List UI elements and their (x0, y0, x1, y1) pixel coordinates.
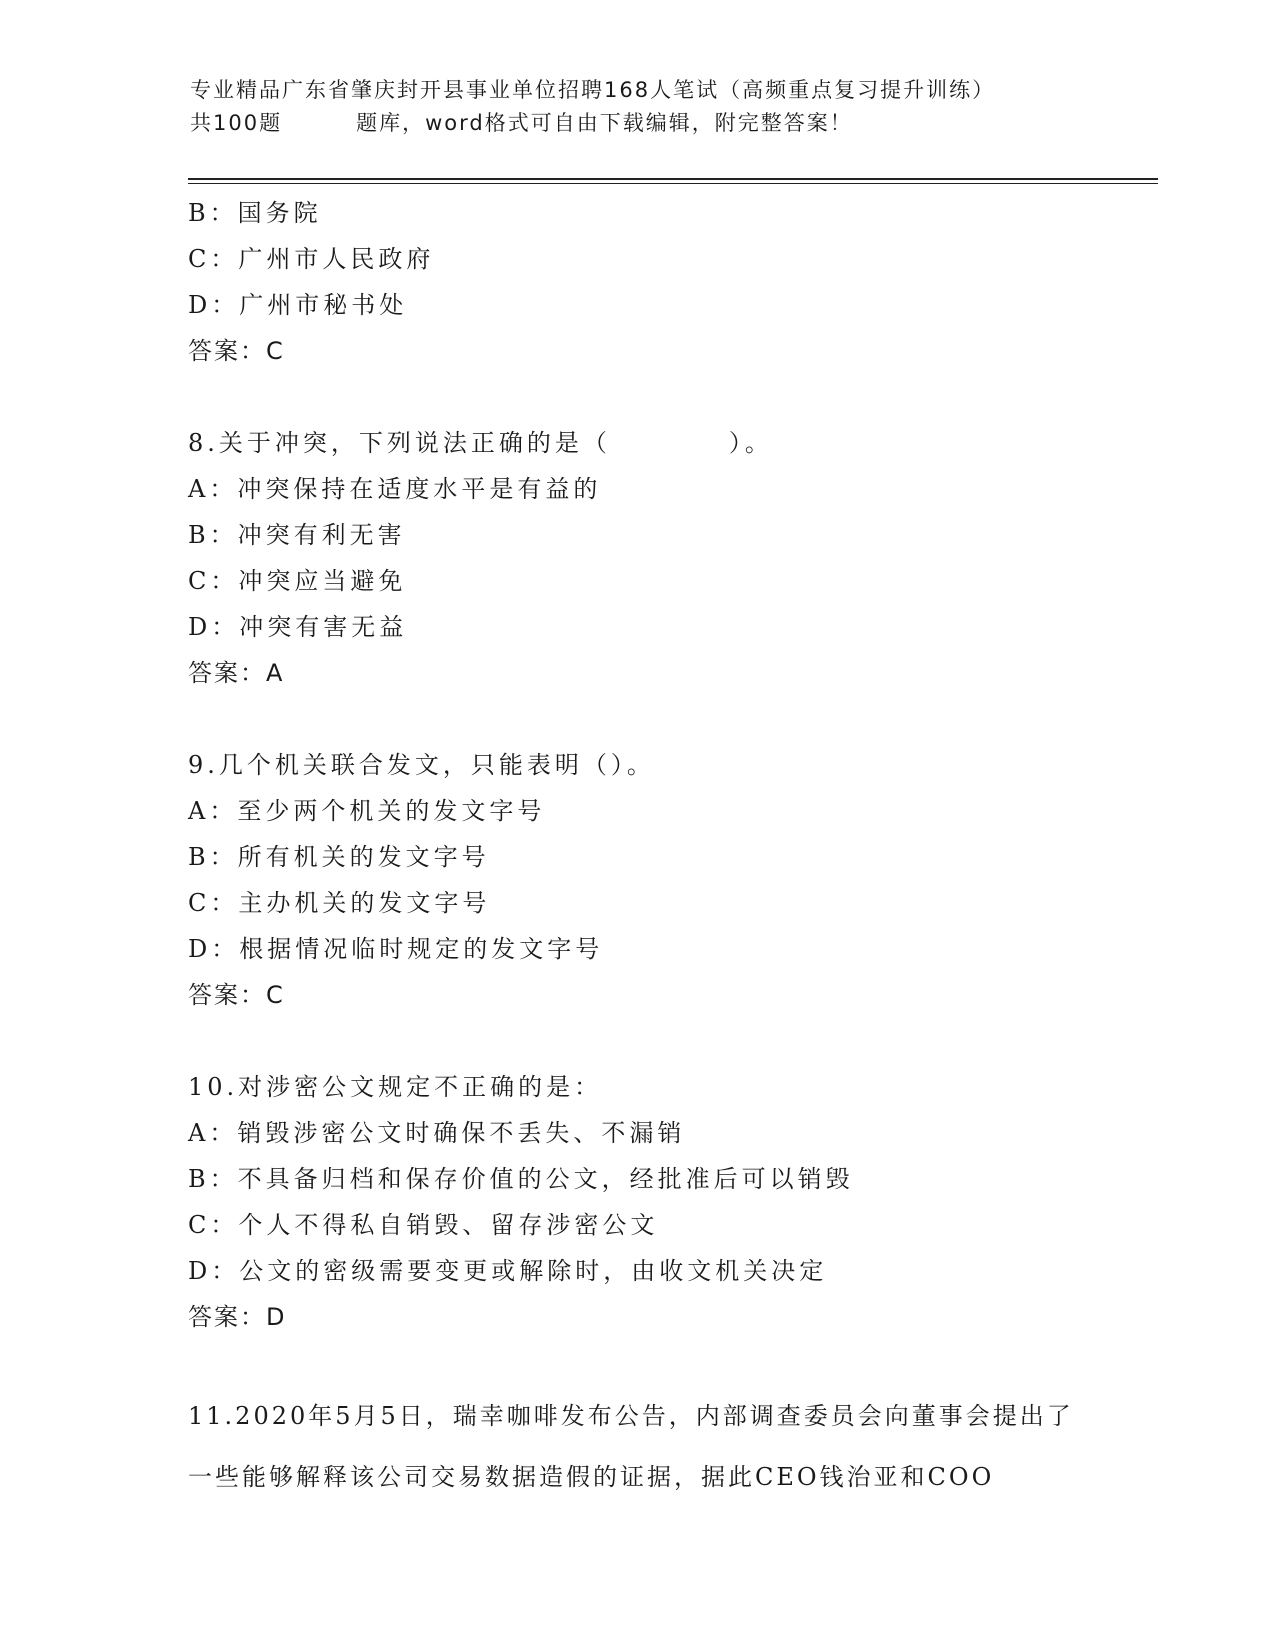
document-header (190, 74, 1090, 140)
answer: 答案：C (188, 337, 285, 365)
answer: 答案：A (188, 659, 285, 687)
option-d: D：广州市秘书处 (188, 291, 408, 319)
option-a: A：至少两个机关的发文字号 (188, 797, 546, 825)
option-d: D：根据情况临时规定的发文字号 (188, 935, 604, 963)
question-list (188, 190, 1158, 1508)
option-d: D：公文的密级需要变更或解除时，由收文机关决定 (188, 1257, 828, 1285)
option-c: C：广州市人民政府 (188, 245, 435, 273)
header-description: 题库，word格式可自由下载编辑，附完整答案！ (356, 111, 853, 135)
stem-start: 8.关于冲突，下列说法正确的是（ (188, 429, 611, 457)
stem-end: ）。 (728, 429, 773, 457)
question-stem: 11.2020年5月5日，瑞幸咖啡发布公告，内部调查委员会向董事会提出了一些能够解释该公司交易数据造假的证据，据此CEO钱治亚和COO (188, 1402, 1074, 1491)
option-a: A：销毁涉密公文时确保不丢失、不漏销 (188, 1119, 686, 1147)
option-d: D：冲突有害无益 (188, 613, 408, 641)
header-count: 共100题 (190, 111, 283, 135)
option-c: C：主办机关的发文字号 (188, 889, 491, 917)
option-c: C：冲突应当避免 (188, 567, 407, 595)
answer: 答案：D (188, 1303, 287, 1331)
header-subtitle-line (190, 107, 1090, 140)
answer: 答案：C (188, 981, 285, 1009)
question-8 (188, 420, 1158, 696)
header-title-line: 专业精品广东省肇庆封开县事业单位招聘168人笔试（高频重点复习提升训练） (190, 78, 996, 102)
option-b: B：不具备归档和保存价值的公文，经批准后可以销毁 (188, 1165, 854, 1193)
question-7 (188, 190, 1158, 374)
option-a: A：冲突保持在适度水平是有益的 (188, 475, 602, 503)
header-divider-thin (188, 183, 1158, 184)
option-b: B：冲突有利无害 (188, 521, 406, 549)
question-stem: 9.几个机关联合发文，只能表明（）。 (188, 751, 655, 779)
option-b: B：国务院 (188, 199, 322, 227)
option-c: C：个人不得私自销毁、留存涉密公文 (188, 1211, 659, 1239)
option-b: B：所有机关的发文字号 (188, 843, 490, 871)
question-11 (188, 1386, 1158, 1508)
question-stem: 10.对涉密公文规定不正确的是： (188, 1073, 603, 1101)
question-10 (188, 1064, 1158, 1340)
question-stem (188, 420, 1158, 466)
header-divider-thick (188, 178, 1158, 180)
question-9 (188, 742, 1158, 1018)
